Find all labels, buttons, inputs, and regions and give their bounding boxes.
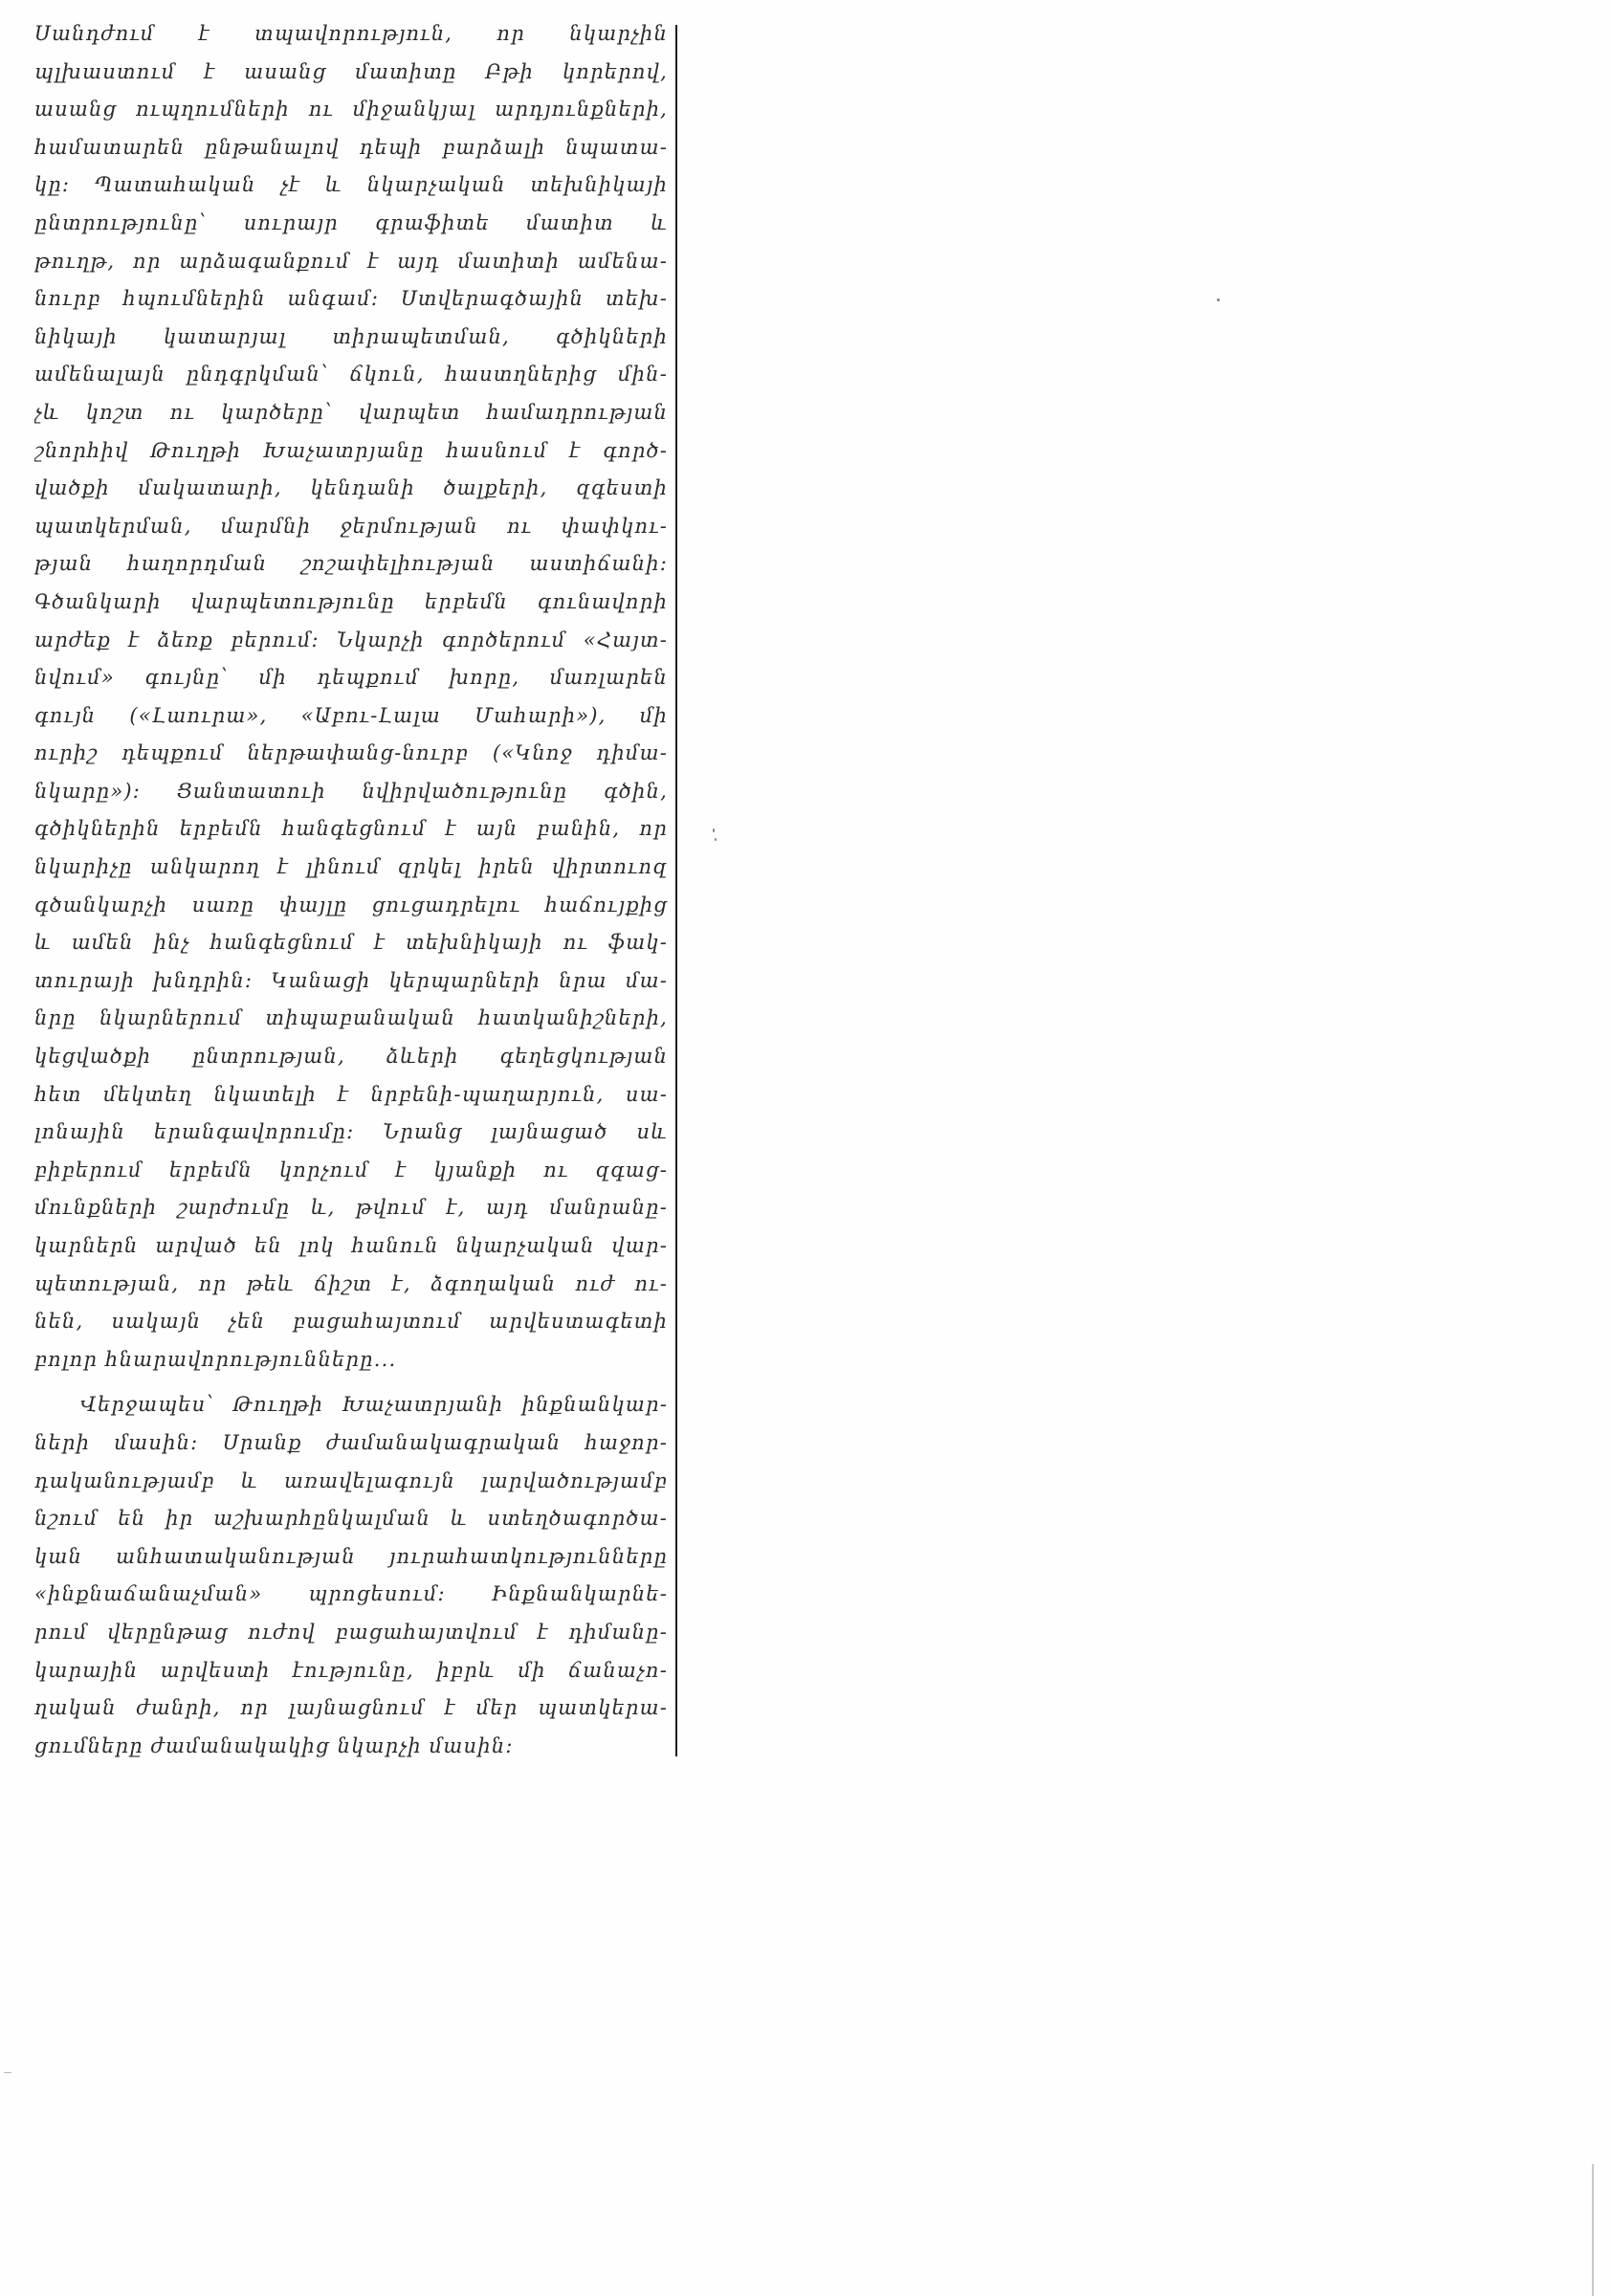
- text-line: նկարը»): Ցանտատուի նվիրվածությունը գծին,: [34, 779, 668, 803]
- text-line: կը: Պատահական չէ և նկարչական տեխնիկայի: [34, 173, 668, 197]
- text-line: նշում են իր աշխարհընկալման և ստեղծագործա-: [34, 1507, 668, 1531]
- text-line: չև կոշտ ու կարծերը՝ վարպետ համադրության: [34, 400, 668, 424]
- paragraph-2: [34, 1386, 668, 1765]
- scan-speck: [1217, 298, 1220, 301]
- text-line: բիբերում երբեմն կորչում է կյանքի ու զգաց-: [34, 1158, 668, 1181]
- text-line: «ինքնաճանաչման» պրոցեսում: Ինքնանկարնե-: [34, 1582, 668, 1606]
- text-line: պատկերման, մարմնի ջերմության ու փափկու-: [34, 514, 668, 538]
- paragraph-1: [34, 15, 668, 1379]
- text-line: հետ մեկտեղ նկատելի է նրբենի-պաղարյուն, սա-: [34, 1082, 668, 1106]
- column-rule: [675, 25, 677, 1756]
- text-line: պետության, որ թեև ճիշտ է, ձգողական ուժ ու-: [34, 1271, 668, 1295]
- text-line: նկարիչը անկարող է լինում զրկել իրեն վիրտուոզ: [34, 855, 668, 879]
- text-line: Վերջապես՝ Թուղթի Խաչատրյանի ինքնանկար-: [80, 1393, 668, 1417]
- text-line: պլխաստում է ասանց մատիտը Բթի կորերով,: [34, 59, 668, 83]
- text-line: համատարեն ընթանալով դեպի բարձալի նպատա-: [34, 135, 668, 159]
- text-line: բոլոր հնարավորությունները...: [34, 1347, 397, 1371]
- text-line: վածքի մակատարի, կենդանի ծալքերի, զգեստի: [34, 476, 668, 500]
- text-line: լոնային երանգավորումը: Նրանց լայնացած սև: [34, 1120, 668, 1144]
- text-line: նուրբ հպումներին անգամ: Ստվերագծային տեխ-: [34, 287, 668, 311]
- text-line: կան անհատականության յուրահատկությունները: [34, 1544, 668, 1568]
- text-line: ամենալայն ընդգրկման՝ ճկուն, հաստղներից մին-: [34, 363, 668, 386]
- scan-speck: [715, 838, 717, 841]
- text-line: դականությամբ և առավելագույն լարվածությամբ: [34, 1468, 668, 1492]
- text-line: գծանկարչի սառը փայլը ցուցադրելու հաճույքից: [34, 893, 668, 916]
- text-line: րում վերընթաց ուժով բացահայտվում է դիմանը-: [34, 1620, 668, 1644]
- text-line: շնորհիվ Թուղթի Խաչատրյանը հասնում է գործ-: [34, 438, 668, 462]
- scan-edge-line: [1592, 2164, 1594, 2296]
- text-line: թուղթ, որ արձագանքում է այդ մատիտի ամենա-: [34, 249, 668, 273]
- text-line: արժեք է ձեռք բերում: Նկարչի գործերում «Հայտ-: [34, 628, 668, 651]
- text-line: կարներն արված են լոկ հանուն նկարչական վար-: [34, 1234, 668, 1257]
- text-line: ղական ժանրի, որ լայնացնում է մեր պատկերա-: [34, 1696, 668, 1720]
- text-line: նեն, սակայն չեն բացահայտում արվեստագետի: [34, 1310, 668, 1334]
- text-line: գույն («Լաուրա», «Աբու-Լալա Մահարի»), մի: [34, 703, 668, 727]
- text-line: ցումները ժամանակակից նկարչի մասին:: [34, 1733, 514, 1757]
- text-line: կեցվածքի ընտրության, ձևերի գեղեցկության: [34, 1045, 668, 1069]
- text-line: թյան հաղորդման շոշափելիության աստիճանի:: [34, 552, 668, 576]
- text-line: մունքների շարժումը և, թվում է, այդ մանրանը-: [34, 1196, 668, 1220]
- text-line: Գծանկարի վարպետությունը երբեմն գունավորի: [34, 589, 668, 613]
- text-line: և ամեն ինչ հանգեցնում է տեխնիկայի ու ֆակ-: [34, 931, 668, 955]
- text-line: նիկայի կատարյալ տիրապետման, գծիկների: [34, 324, 668, 348]
- text-line: ուրիշ դեպքում ներթափանց-նուրբ («Կնոջ դիմա-: [34, 741, 668, 765]
- text-line: ների մասին: Սրանք ժամանակագրական հաջոր-: [34, 1430, 668, 1454]
- scan-speck: [713, 828, 715, 832]
- scan-speck: [4, 2072, 11, 2073]
- text-line: կարային արվեստի էությունը, իբրև մի ճանաչո-: [34, 1658, 668, 1682]
- text-line: Սանդժում է տպավորություն, որ նկարչին: [34, 22, 668, 45]
- text-line: նվում» գույնը՝ մի դեպքում խորը, մառլարեն: [34, 666, 668, 690]
- text-line: ասանց ուպղումների ու միջանկյալ արդյունքների,: [34, 98, 668, 121]
- text-line: գծիկներին երբեմն հանգեցնում է այն բանին, որ: [34, 817, 668, 841]
- text-column: [34, 15, 668, 1765]
- text-line: նրը նկարներում տիպաբանական հատկանիշների,: [34, 1006, 668, 1030]
- text-line: տուրայի խնդրին: Կանացի կերպարների նրա մա-: [34, 968, 668, 992]
- text-line: ընտրությունը՝ սուրայր գրաֆիտե մատիտ և: [34, 210, 668, 234]
